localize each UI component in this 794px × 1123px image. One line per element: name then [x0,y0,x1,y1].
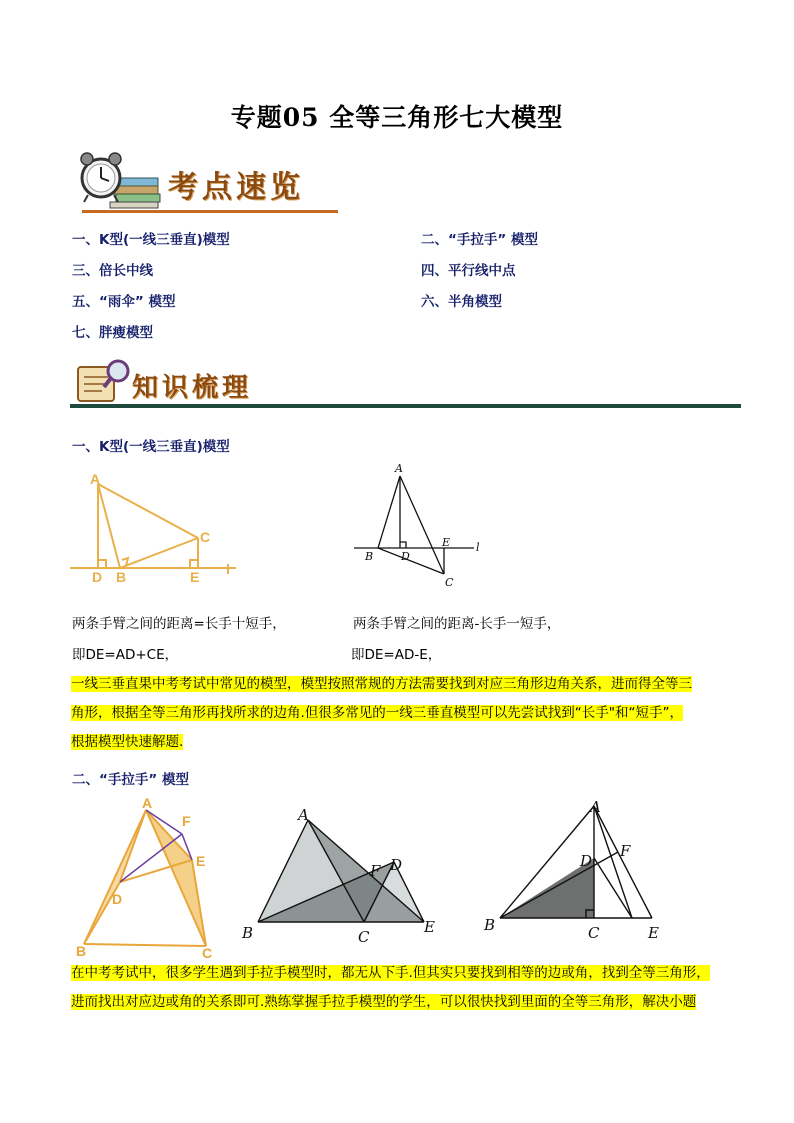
point-label: C [588,924,600,942]
k-model-right-equation: 即DE=AD-E， [351,647,442,663]
banner-title: 考点速览 [168,170,304,205]
point-label: D [580,852,593,870]
figure-hand-in-hand-right-angle [482,798,672,948]
toc-item[interactable]: 三、倍长中线 [72,263,153,279]
point-label: D [112,891,123,907]
point-label: A [590,798,601,816]
figure-k-model-right [348,462,488,590]
highlighted-line: 在中考考试中，很多学生遇到手拉手模型时，都无从下手.但其实只要找到相等的边或角，找到全等三角形， [71,965,710,981]
toc-item[interactable]: 五、“雨伞” 模型 [72,294,176,310]
k-model-left-equation: 即DE=AD+CE， [72,647,179,663]
point-label: E [196,853,206,869]
highlighted-line: 进而找出对应边或角的关系即可.熟练掌握手拉手模型的学生，可以很快找到里面的全等三角形，解决小题 [71,994,697,1010]
point-label: E [442,536,451,549]
toc-item[interactable]: 一、K型(一线三垂直)模型 [72,232,230,248]
page-title: 专题05 全等三角形七大模型 [230,103,564,132]
section-heading: 二、“手拉手” 模型 [72,772,189,788]
toc-item[interactable]: 六、半角模型 [421,294,502,310]
point-label: l [226,561,230,577]
toc-item[interactable]: 二、“手拉手” 模型 [421,232,538,248]
highlighted-line: 一线三垂直果中考考试中常见的模型，模型按照常规的方法需要找到对应三角形边角关系，进而得全等三 [71,676,692,692]
point-label: A [90,471,101,487]
hand-in-hand-paragraph [71,959,725,1017]
k-model-left-formula: 两条手臂之间的距离=长手十短手， [72,616,286,632]
banner-underline [82,210,338,213]
figure-hand-in-hand-sketch [70,794,230,960]
highlighted-line: 根据模型快速解题. [71,734,184,750]
k-model-right-formula: 两条手臂之间的距离-长手一短手， [353,616,561,632]
point-label: l [476,541,480,554]
point-label: B [116,569,127,582]
point-label: E [424,918,435,936]
point-label: E [648,924,659,942]
point-label: F [182,813,191,829]
toc-item[interactable]: 七、胖瘦模型 [72,325,153,341]
section-heading: 一、K型(一线三垂直)模型 [72,439,230,455]
point-label: D [92,569,103,582]
k-model-paragraph [71,670,725,757]
figure-k-model-left [70,470,240,582]
point-label: F [370,862,381,880]
point-label: D [390,856,403,874]
toc-item[interactable]: 四、平行线中点 [421,263,516,279]
point-label: B [365,550,374,563]
point-label: B [242,924,254,942]
point-label: D [401,550,410,563]
point-label: B [484,916,496,934]
point-label: A [395,462,403,475]
point-label: F [620,842,631,860]
alarm-clock-books-icon [76,148,166,210]
highlighted-line: 角形，根据全等三角形再找所求的边角.但很多常见的一线三垂直模型可以先尝试找到“长手"和“短手”， [71,705,683,721]
point-label: A [142,795,153,811]
point-label: B [76,943,87,959]
point-label: C [202,945,213,960]
figure-hand-in-hand-equilateral [240,806,440,946]
banner-title: 知识梳理 [132,373,253,403]
point-label: C [445,576,454,589]
point-label: C [358,928,370,946]
section-rule [70,404,741,408]
point-label: A [298,806,309,824]
banner-kaodian [76,148,338,214]
notepad-magnifier-icon [74,357,136,405]
point-label: C [200,529,211,545]
point-label: E [190,569,200,582]
banner-zhishi [70,355,742,411]
